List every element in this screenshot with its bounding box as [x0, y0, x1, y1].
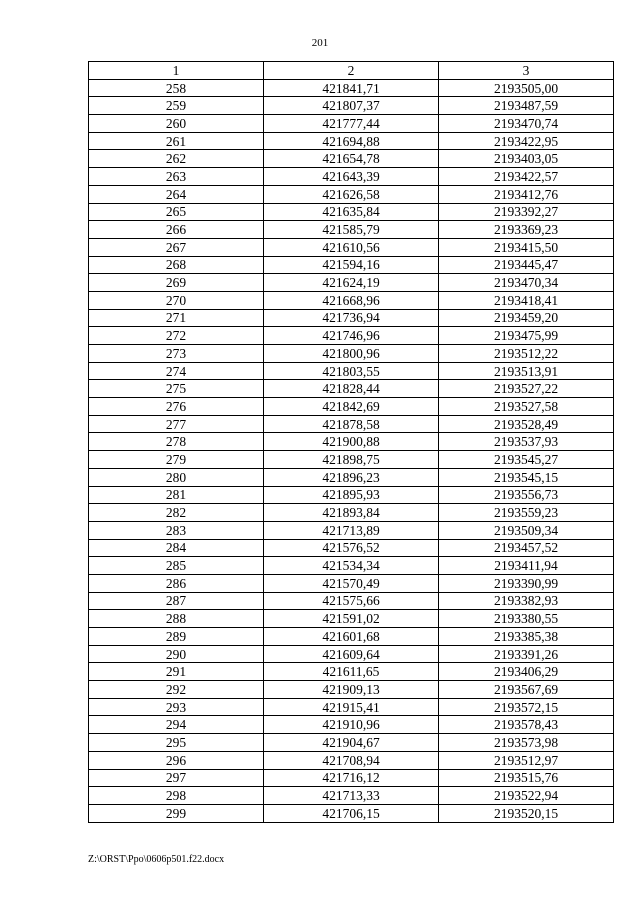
point-number-cell: 276	[89, 398, 264, 416]
point-number-cell: 283	[89, 521, 264, 539]
table-row	[89, 734, 614, 752]
y-coordinate-cell: 2193556,73	[439, 486, 614, 504]
x-coordinate-cell: 421609,64	[264, 645, 439, 663]
y-coordinate-cell: 2193470,34	[439, 274, 614, 292]
point-number-cell: 272	[89, 327, 264, 345]
x-coordinate-cell: 421626,58	[264, 185, 439, 203]
y-coordinate-cell: 2193418,41	[439, 291, 614, 309]
table-row	[89, 380, 614, 398]
x-coordinate-cell: 421807,37	[264, 97, 439, 115]
x-coordinate-cell: 421708,94	[264, 751, 439, 769]
y-coordinate-cell: 2193487,59	[439, 97, 614, 115]
y-coordinate-cell: 2193445,47	[439, 256, 614, 274]
footer-file-path: Z:\ORST\Ppo\0606p501.f22.docx	[88, 854, 225, 865]
table-row	[89, 398, 614, 416]
table-row	[89, 132, 614, 150]
table-row	[89, 769, 614, 787]
table-row	[89, 751, 614, 769]
table-row	[89, 486, 614, 504]
table-row	[89, 716, 614, 734]
x-coordinate-cell: 421895,93	[264, 486, 439, 504]
x-coordinate-cell: 421534,34	[264, 557, 439, 575]
x-coordinate-cell: 421910,96	[264, 716, 439, 734]
table-body	[89, 79, 614, 822]
table-row	[89, 415, 614, 433]
point-number-cell: 259	[89, 97, 264, 115]
table-row	[89, 203, 614, 221]
point-number-cell: 277	[89, 415, 264, 433]
y-coordinate-cell: 2193459,20	[439, 309, 614, 327]
point-number-cell: 266	[89, 221, 264, 239]
x-coordinate-cell: 421746,96	[264, 327, 439, 345]
table-row	[89, 557, 614, 575]
x-coordinate-cell: 421591,02	[264, 610, 439, 628]
table-row	[89, 274, 614, 292]
y-coordinate-cell: 2193572,15	[439, 698, 614, 716]
y-coordinate-cell: 2193415,50	[439, 238, 614, 256]
table-row	[89, 168, 614, 186]
y-coordinate-cell: 2193522,94	[439, 787, 614, 805]
y-coordinate-cell: 2193411,94	[439, 557, 614, 575]
y-coordinate-cell: 2193528,49	[439, 415, 614, 433]
column-header: 3	[439, 62, 614, 80]
table-row	[89, 610, 614, 628]
point-number-cell: 291	[89, 663, 264, 681]
y-coordinate-cell: 2193382,93	[439, 592, 614, 610]
x-coordinate-cell: 421624,19	[264, 274, 439, 292]
x-coordinate-cell: 421915,41	[264, 698, 439, 716]
point-number-cell: 271	[89, 309, 264, 327]
y-coordinate-cell: 2193470,74	[439, 115, 614, 133]
x-coordinate-cell: 421694,88	[264, 132, 439, 150]
x-coordinate-cell: 421713,89	[264, 521, 439, 539]
table-row	[89, 787, 614, 805]
table-row	[89, 185, 614, 203]
point-number-cell: 284	[89, 539, 264, 557]
point-number-cell: 294	[89, 716, 264, 734]
x-coordinate-cell: 421803,55	[264, 362, 439, 380]
table-row	[89, 345, 614, 363]
table-row	[89, 238, 614, 256]
point-number-cell: 290	[89, 645, 264, 663]
table-row	[89, 150, 614, 168]
x-coordinate-cell: 421736,94	[264, 309, 439, 327]
x-coordinate-cell: 421706,15	[264, 804, 439, 822]
y-coordinate-cell: 2193559,23	[439, 504, 614, 522]
x-coordinate-cell: 421668,96	[264, 291, 439, 309]
y-coordinate-cell: 2193412,76	[439, 185, 614, 203]
y-coordinate-cell: 2193392,27	[439, 203, 614, 221]
table-row	[89, 309, 614, 327]
table-row	[89, 663, 614, 681]
y-coordinate-cell: 2193527,22	[439, 380, 614, 398]
x-coordinate-cell: 421841,71	[264, 79, 439, 97]
point-number-cell: 274	[89, 362, 264, 380]
table-row	[89, 628, 614, 646]
table-row	[89, 574, 614, 592]
x-coordinate-cell: 421594,16	[264, 256, 439, 274]
point-number-cell: 287	[89, 592, 264, 610]
x-coordinate-cell: 421601,68	[264, 628, 439, 646]
y-coordinate-cell: 2193422,57	[439, 168, 614, 186]
x-coordinate-cell: 421896,23	[264, 468, 439, 486]
coordinates-table	[88, 61, 614, 823]
point-number-cell: 289	[89, 628, 264, 646]
page-number: 201	[311, 37, 329, 49]
table-row	[89, 521, 614, 539]
x-coordinate-cell: 421842,69	[264, 398, 439, 416]
column-header: 2	[264, 62, 439, 80]
point-number-cell: 275	[89, 380, 264, 398]
point-number-cell: 282	[89, 504, 264, 522]
x-coordinate-cell: 421898,75	[264, 451, 439, 469]
y-coordinate-cell: 2193545,27	[439, 451, 614, 469]
x-coordinate-cell: 421576,52	[264, 539, 439, 557]
x-coordinate-cell: 421570,49	[264, 574, 439, 592]
point-number-cell: 280	[89, 468, 264, 486]
table-row	[89, 115, 614, 133]
x-coordinate-cell: 421900,88	[264, 433, 439, 451]
point-number-cell: 295	[89, 734, 264, 752]
table-row	[89, 698, 614, 716]
point-number-cell: 262	[89, 150, 264, 168]
y-coordinate-cell: 2193520,15	[439, 804, 614, 822]
point-number-cell: 279	[89, 451, 264, 469]
y-coordinate-cell: 2193457,52	[439, 539, 614, 557]
y-coordinate-cell: 2193369,23	[439, 221, 614, 239]
point-number-cell: 296	[89, 751, 264, 769]
point-number-cell: 264	[89, 185, 264, 203]
x-coordinate-cell: 421713,33	[264, 787, 439, 805]
point-number-cell: 286	[89, 574, 264, 592]
table-row	[89, 362, 614, 380]
point-number-cell: 278	[89, 433, 264, 451]
table-row	[89, 592, 614, 610]
table-row	[89, 645, 614, 663]
table-row	[89, 97, 614, 115]
y-coordinate-cell: 2193515,76	[439, 769, 614, 787]
y-coordinate-cell: 2193403,05	[439, 150, 614, 168]
table-row	[89, 804, 614, 822]
x-coordinate-cell: 421635,84	[264, 203, 439, 221]
point-number-cell: 297	[89, 769, 264, 787]
point-number-cell: 288	[89, 610, 264, 628]
point-number-cell: 293	[89, 698, 264, 716]
x-coordinate-cell: 421893,84	[264, 504, 439, 522]
x-coordinate-cell: 421610,56	[264, 238, 439, 256]
column-header: 1	[89, 62, 264, 80]
y-coordinate-cell: 2193390,99	[439, 574, 614, 592]
y-coordinate-cell: 2193512,22	[439, 345, 614, 363]
point-number-cell: 298	[89, 787, 264, 805]
table-header-row	[89, 62, 614, 80]
table-row	[89, 327, 614, 345]
y-coordinate-cell: 2193475,99	[439, 327, 614, 345]
y-coordinate-cell: 2193573,98	[439, 734, 614, 752]
y-coordinate-cell: 2193391,26	[439, 645, 614, 663]
point-number-cell: 281	[89, 486, 264, 504]
point-number-cell: 270	[89, 291, 264, 309]
point-number-cell: 268	[89, 256, 264, 274]
y-coordinate-cell: 2193385,38	[439, 628, 614, 646]
table-row	[89, 681, 614, 699]
point-number-cell: 260	[89, 115, 264, 133]
y-coordinate-cell: 2193512,97	[439, 751, 614, 769]
point-number-cell: 273	[89, 345, 264, 363]
x-coordinate-cell: 421800,96	[264, 345, 439, 363]
point-number-cell: 269	[89, 274, 264, 292]
y-coordinate-cell: 2193513,91	[439, 362, 614, 380]
x-coordinate-cell: 421643,39	[264, 168, 439, 186]
y-coordinate-cell: 2193505,00	[439, 79, 614, 97]
table-row	[89, 468, 614, 486]
point-number-cell: 267	[89, 238, 264, 256]
x-coordinate-cell: 421654,78	[264, 150, 439, 168]
y-coordinate-cell: 2193545,15	[439, 468, 614, 486]
point-number-cell: 285	[89, 557, 264, 575]
table-row	[89, 433, 614, 451]
x-coordinate-cell: 421909,13	[264, 681, 439, 699]
table-row	[89, 291, 614, 309]
x-coordinate-cell: 421828,44	[264, 380, 439, 398]
y-coordinate-cell: 2193422,95	[439, 132, 614, 150]
x-coordinate-cell: 421611,65	[264, 663, 439, 681]
x-coordinate-cell: 421585,79	[264, 221, 439, 239]
point-number-cell: 265	[89, 203, 264, 221]
x-coordinate-cell: 421575,66	[264, 592, 439, 610]
y-coordinate-cell: 2193527,58	[439, 398, 614, 416]
y-coordinate-cell: 2193380,55	[439, 610, 614, 628]
y-coordinate-cell: 2193567,69	[439, 681, 614, 699]
table-row	[89, 539, 614, 557]
x-coordinate-cell: 421878,58	[264, 415, 439, 433]
y-coordinate-cell: 2193578,43	[439, 716, 614, 734]
table-row	[89, 451, 614, 469]
table-row	[89, 221, 614, 239]
y-coordinate-cell: 2193509,34	[439, 521, 614, 539]
x-coordinate-cell: 421904,67	[264, 734, 439, 752]
x-coordinate-cell: 421777,44	[264, 115, 439, 133]
y-coordinate-cell: 2193537,93	[439, 433, 614, 451]
point-number-cell: 261	[89, 132, 264, 150]
x-coordinate-cell: 421716,12	[264, 769, 439, 787]
table-row	[89, 79, 614, 97]
point-number-cell: 299	[89, 804, 264, 822]
point-number-cell: 263	[89, 168, 264, 186]
point-number-cell: 292	[89, 681, 264, 699]
table-row	[89, 504, 614, 522]
point-number-cell: 258	[89, 79, 264, 97]
y-coordinate-cell: 2193406,29	[439, 663, 614, 681]
table-row	[89, 256, 614, 274]
